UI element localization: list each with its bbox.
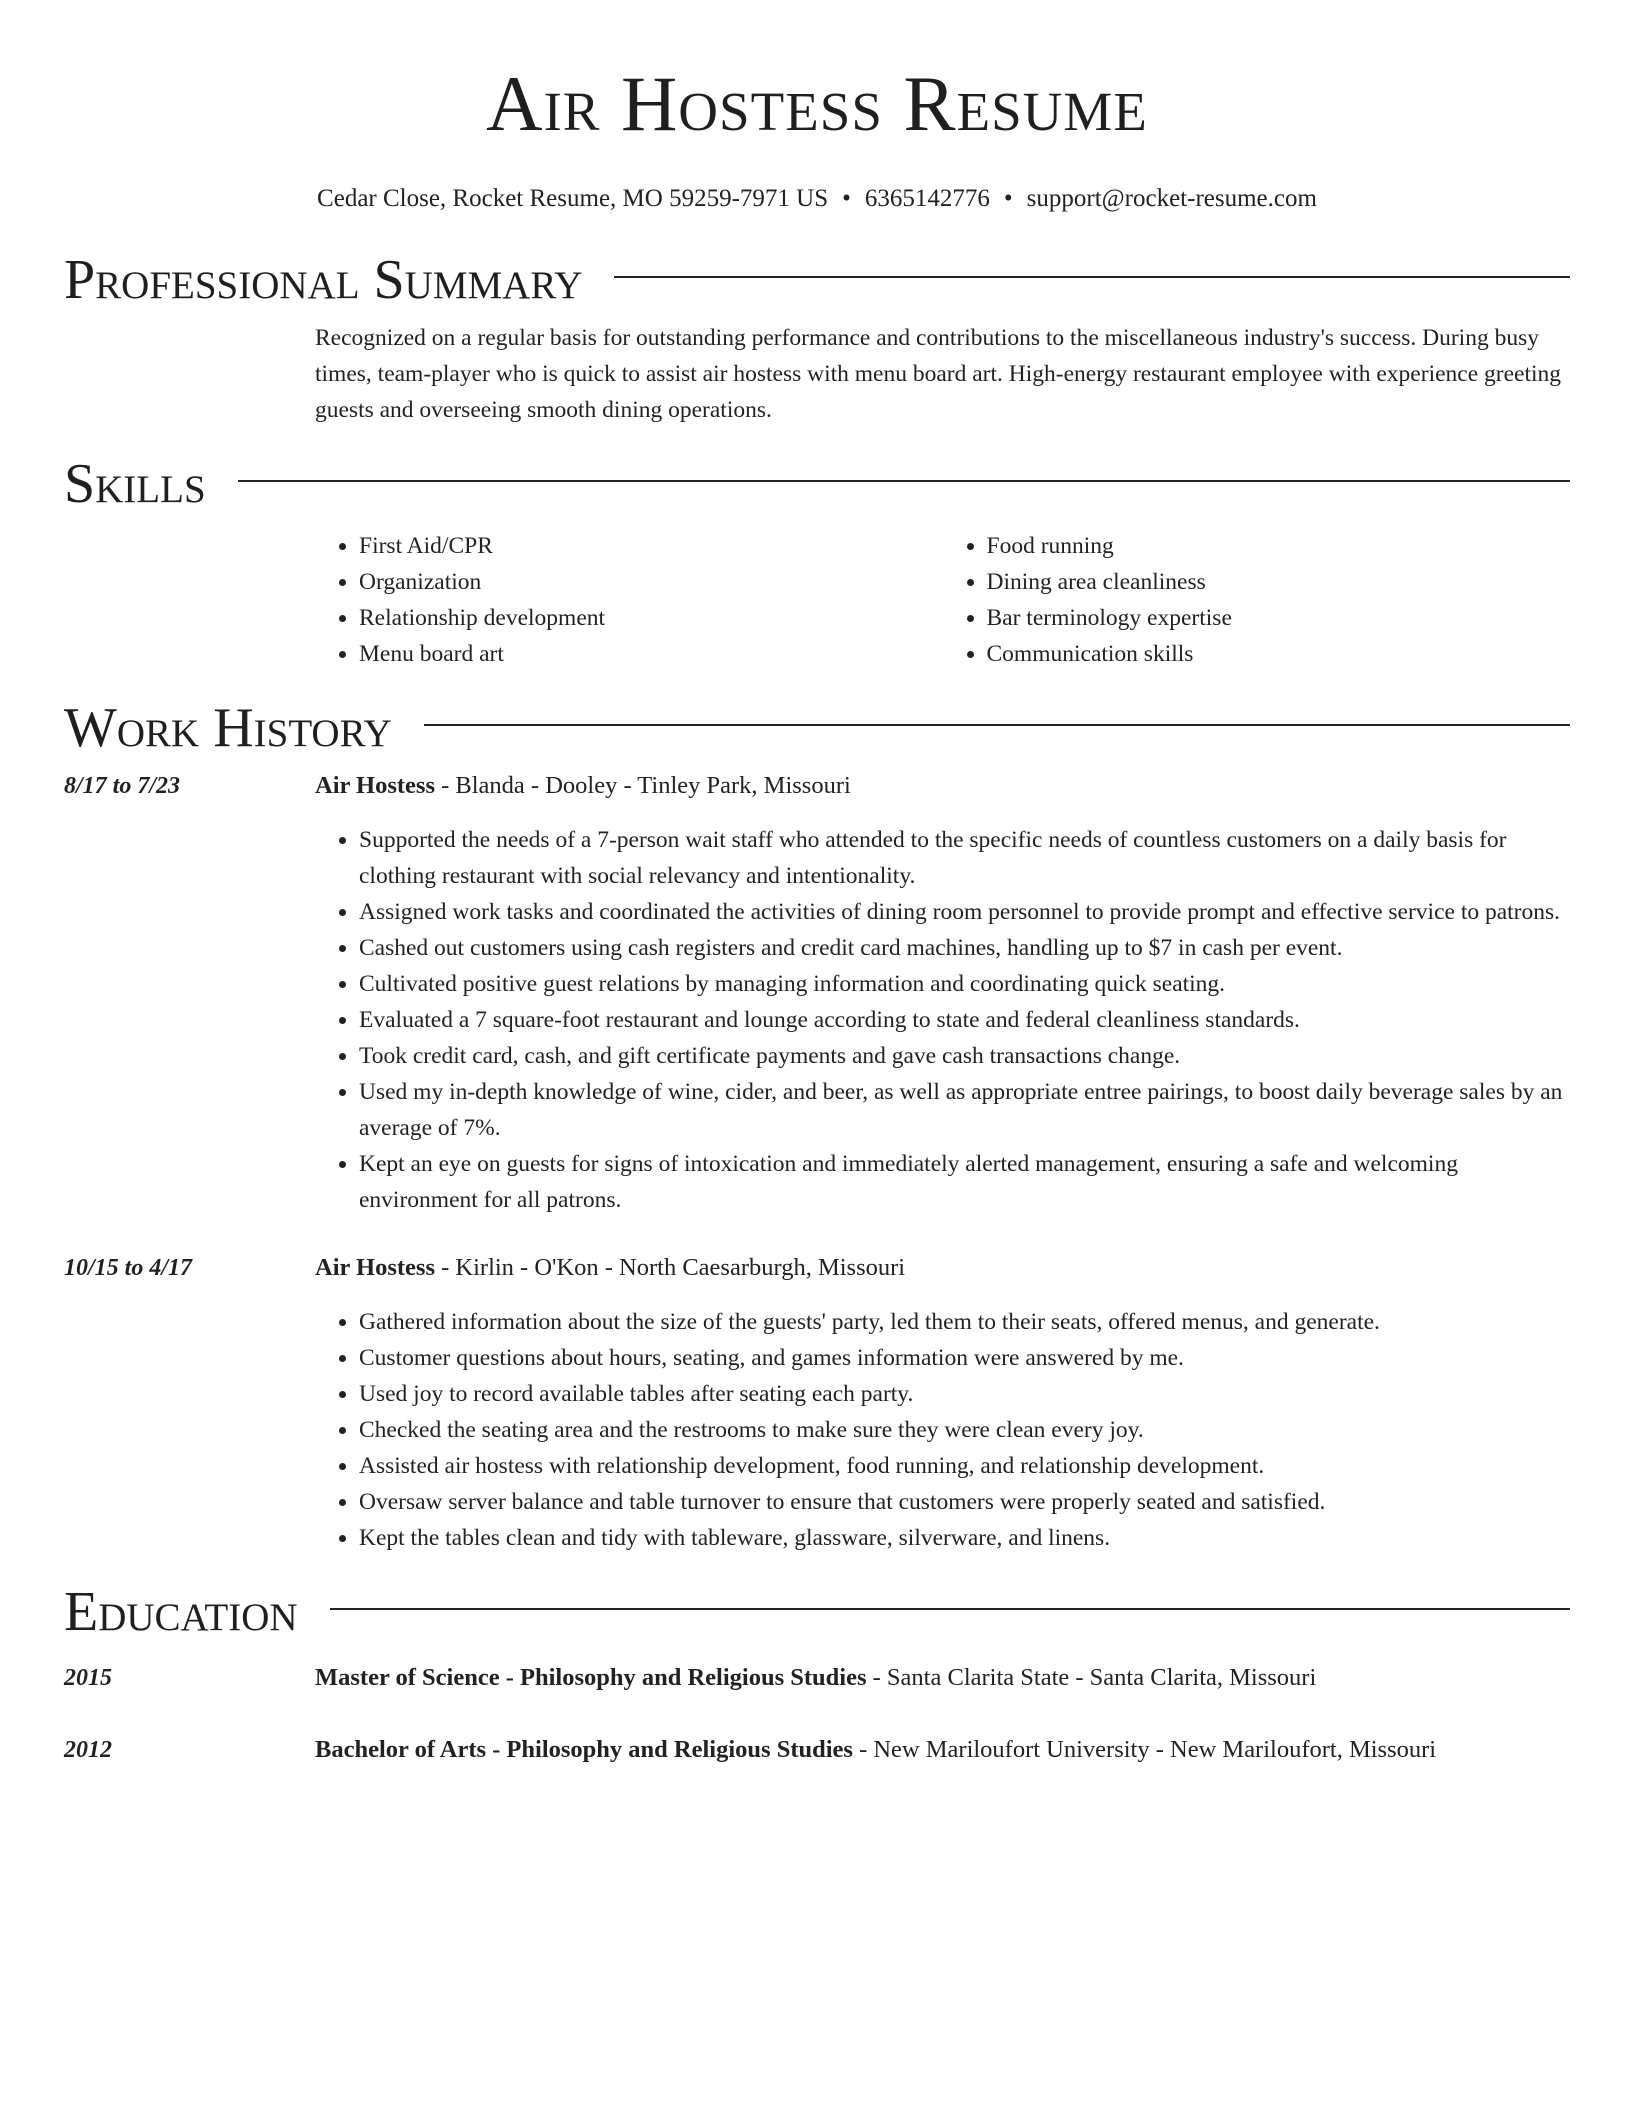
job-role: Air Hostess [315, 1254, 435, 1281]
section-divider [424, 724, 1570, 726]
contact-phone: 6365142776 [864, 185, 990, 212]
skills-grid [315, 528, 1570, 672]
skills-list-right [943, 528, 1571, 672]
job-dates: 8/17 to 7/23 [64, 773, 181, 799]
section-divider [238, 480, 1570, 482]
skill-item: • Bar terminology expertise [987, 600, 1571, 636]
education-degree: Bachelor of Arts - Philosophy and Religious Studies [315, 1736, 853, 1763]
work-heading [64, 698, 1570, 758]
education-degree: Master of Science - Philosophy and Religious Studies [315, 1664, 867, 1691]
job-bullet-list [315, 1304, 1570, 1556]
section-divider [614, 276, 1570, 278]
skills-list-left [315, 528, 943, 672]
section-divider [330, 1608, 1570, 1610]
education-heading [64, 1582, 1570, 1642]
education-line [315, 1660, 1316, 1696]
job-title-line [315, 768, 851, 804]
job-bullet-list [315, 822, 1570, 1218]
skill-item: • Menu board art [359, 636, 943, 672]
education-year: 2012 [64, 1737, 112, 1763]
job-dates: 10/15 to 4/17 [64, 1255, 193, 1281]
contact-email: support@rocket-resume.com [1026, 185, 1317, 212]
job-entry [64, 768, 1570, 1218]
job-bullet: • Used joy to record available tables after seating each party. [359, 1376, 1570, 1412]
job-bullet: • Assigned work tasks and coordinated the activities of dining room personnel to provide prompt and effective service to patrons. [359, 894, 1570, 930]
job-employer: - Kirlin - O'Kon - North Caesarburgh, Missouri [435, 1254, 906, 1281]
skill-item: • Organization [359, 564, 943, 600]
job-bullet: • Customer questions about hours, seating, and games information were answered by me. [359, 1340, 1570, 1376]
education-section [64, 1582, 1570, 1768]
skill-item: • Dining area cleanliness [987, 564, 1571, 600]
skills-heading [64, 454, 1570, 514]
contact-separator: • [1003, 185, 1013, 212]
contact-separator: • [842, 185, 851, 212]
resume-name: Air Hostess Resume [486, 60, 1148, 147]
job-bullet: • Cashed out customers using cash registers and credit card machines, handling up to $7 in cash per event. [359, 930, 1570, 966]
education-title: Education [64, 1581, 298, 1643]
education-school: - New Mariloufort University - New Mariloufort, Missouri [852, 1736, 1437, 1763]
summary-title: Professional Summary [64, 249, 583, 311]
job-bullet: • Supported the needs of a 7-person wait staff who attended to the specific needs of countless customers on a daily basis for clothing restaurant with social relevancy and intentionality. [359, 822, 1570, 894]
summary-heading [64, 250, 1570, 310]
skill-item: • First Aid/CPR [359, 528, 943, 564]
skill-item: • Food running [987, 528, 1571, 564]
education-entry [64, 1660, 1570, 1696]
job-bullet: • Oversaw server balance and table turnover to ensure that customers were properly seated and satisfied. [359, 1484, 1570, 1520]
job-bullet: • Assisted air hostess with relationship development, food running, and relationship development. [359, 1448, 1570, 1484]
contact-line [64, 184, 1570, 214]
job-bullet: • Checked the seating area and the restrooms to make sure they were clean every joy. [359, 1412, 1570, 1448]
resume-page [64, 0, 1570, 1768]
education-school: - Santa Clarita State - Santa Clarita, Missouri [866, 1664, 1317, 1691]
job-bullet: • Cultivated positive guest relations by managing information and coordinating quick seating. [359, 966, 1570, 1002]
job-entry [64, 1250, 1570, 1556]
skill-item: • Relationship development [359, 600, 943, 636]
job-employer: - Blanda - Dooley - Tinley Park, Missouri [435, 772, 851, 799]
skills-title: Skills [64, 453, 206, 515]
contact-address: Cedar Close, Rocket Resume, MO 59259-7971 US [317, 185, 829, 212]
education-entry [64, 1732, 1570, 1768]
work-title: Work History [64, 697, 392, 759]
work-section [64, 698, 1570, 1556]
education-line [315, 1732, 1436, 1768]
job-title-line [315, 1250, 905, 1286]
skill-item: • Communication skills [987, 636, 1571, 672]
job-bullet: • Kept an eye on guests for signs of intoxication and immediately alerted management, ensuring a safe and welcoming environment for all patrons. [359, 1146, 1570, 1218]
job-role: Air Hostess [315, 772, 435, 799]
summary-text: Recognized on a regular basis for outstanding performance and contributions to the miscellaneous industry's success. During busy times, team-player who is quick to assist air hostess with menu board art. High-energy restaurant employee with experience greeting guests and overseeing smooth dining operations. [315, 325, 1562, 423]
job-bullet: • Used my in-depth knowledge of wine, cider, and beer, as well as appropriate entree pairings, to boost daily beverage sales by an average of 7%. [359, 1074, 1570, 1146]
education-year: 2015 [64, 1665, 112, 1691]
skills-section [64, 454, 1570, 672]
job-bullet: • Took credit card, cash, and gift certificate payments and gave cash transactions change. [359, 1038, 1570, 1074]
summary-section [64, 250, 1570, 428]
job-bullet: • Gathered information about the size of the guests' party, led them to their seats, offered menus, and generate. [359, 1304, 1570, 1340]
job-bullet: • Evaluated a 7 square-foot restaurant and lounge according to state and federal cleanliness standards. [359, 1002, 1570, 1038]
job-bullet: • Kept the tables clean and tidy with tableware, glassware, silverware, and linens. [359, 1520, 1570, 1556]
